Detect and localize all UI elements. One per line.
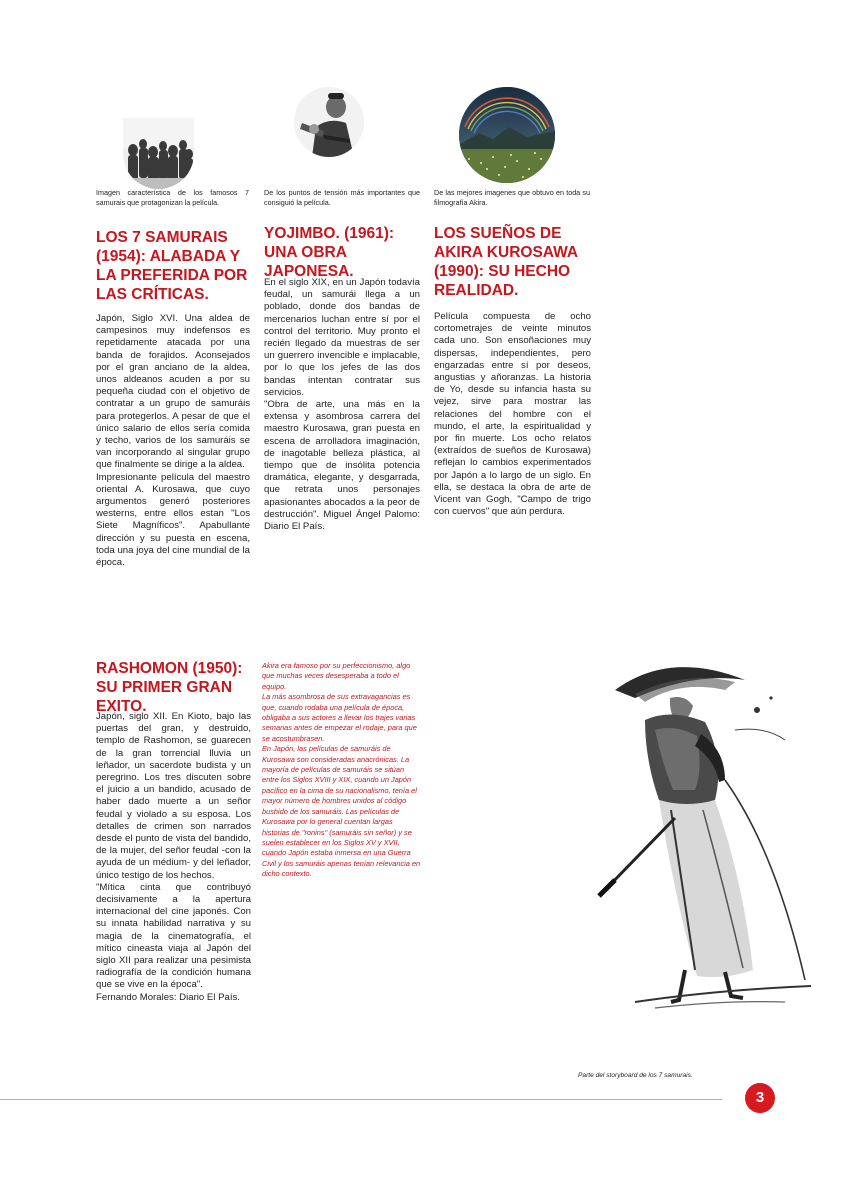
sidebar-quote <box>262 661 422 880</box>
seven-samurai-paragraph-2: Impresionante película del maestro oriental A. Kurosawa, que cuyo argumentos generó posteriores westerns, entre ellos estan "Los Siete Magníficos". Apabullante dirección y su puesta en escena, toda una joya del cine mundial de la época. <box>96 471 250 569</box>
yojimbo-paragraph-1: En el siglo XIX, en un Japón todavía feudal, un samurái llega a un poblado, donde dos bandas de mercenarios luchan entre sí por el control del territorio. Muy pronto el recién llegado da muestras de ser un guerrero invencible e implacable, por lo que los jefes de las dos bandas intentan contratar sus servicios. <box>264 277 420 398</box>
seven-samurai-title: LOS 7 SAMURAIS (1954): ALABADA Y LA PREFERIDA POR LAS CRÍTICAS. <box>96 229 248 303</box>
photo-caption-3: De las mejores imagenes que obtuvo en toda su filmografía Akira. <box>434 188 590 207</box>
footer-rule <box>0 1099 722 1100</box>
sidebar-quote-paragraph-2: La más asombrosa de sus extravagancias es que, cuando rodaba una película de época, obligaba a sus actores a llevar los trajes varias semanas antes de empezar el rodaje, para que se acostumbrasen. <box>262 692 417 743</box>
dreams-body <box>434 311 591 518</box>
photo-caption-2: De los puntos de tensión más importantes que consiguió la película. <box>264 188 420 207</box>
yojimbo-photo <box>294 87 364 157</box>
yojimbo-body <box>264 277 420 533</box>
page-number-badge: 3 <box>745 1083 775 1113</box>
sidebar-quote-paragraph-3: En Japón, las películas de samuráis de Kurosawa son consideradas anacrónicas. La mayoría de películas de samuráis se sitúan entre los Siglos XVIII y XIX, cuando un Japón pacífico en la cima de su nacionalismo, tenía el mayor número de hombres unidos al código bushido de los samuráis. Las películas de Kurosawa por lo general cuentan largas historias de "ronins" (samuráis sin señor) y se suelen establecer en los Siglos XV y XVII, cuando Japón estaba inmersa en una Guerra Civil y los samuráis apenas tenían relevancia en dicho contexto. <box>262 744 421 879</box>
rashomon-body <box>96 711 251 1004</box>
samurai-storyboard-illustration <box>575 650 815 1015</box>
storyboard-caption: Parte del storyboard de los 7 samurais. <box>578 1072 693 1079</box>
rashomon-paragraph-1: Japón, siglo XII. En Kioto, bajo las puertas del gran, y destruido, templo de Rashomon, se guarecen de la gran torrencial lluvia un leñador, un sacerdote budista y un peregrino. Los tres discuten sobre el juicio a un bandido, acusado de haber dado muerte a un señor feudal y violado a su esposa. Los detalles de crimen son narrados desde el punto de vista del bandido, de la mujer, del señor feudal -con la ayuda de un médium- y del leñador, único testigo de los hechos. <box>96 711 251 881</box>
photo-caption-1: Imagen característica de los famosos 7 samurais que protagonizan la película. <box>96 188 249 207</box>
seven-samurai-paragraph-1: Japón, Siglo XVI. Una aldea de campesinos muy indefensos es repetidamente atacada por una banda de forajidos. Aconsejados por el gran anciano de la aldea, unos aldeanos acuden a por su pequeña ciudad con el objetivo de contratar a un grupo de samuráis para protegerlos. A pesar de que el único salario de ellos sería comida y techo, varios de los samuráis se van incorporando al singular grupo que finalmente se dirige a la aldea. <box>96 313 250 471</box>
sidebar-quote-paragraph-1: Akira era famoso por su perfeccionismo, algo que muchas veces desesperaba a todo el equipo. <box>262 661 411 691</box>
yojimbo-title: YOJIMBO. (1961): UNA OBRA JAPONESA. <box>264 225 395 280</box>
rashomon-title: RASHOMON (1950): SU PRIMER GRAN EXITO. <box>96 660 243 715</box>
rashomon-paragraph-3: Fernando Morales: Diario El País. <box>96 991 240 1003</box>
dreams-photo <box>459 87 555 183</box>
dreams-paragraph-1: Película compuesta de ocho cortometrajes de veinte minutos cada uno. Son ensoñaciones muy dispersas, independientes, pero engarzadas entre sí por deseos, angustias y añoranzas. La historia de Yo, desde su infancia hasta su vejez, sirve para mostrar las relaciones del hombre con el mundo, el arte, la espiritualidad y por fin muerte. Los ocho relatos (extraídos de sueños de Kurosawa) reflejan lo cambios experimentados por Japón a lo largo de un siglo. En ella, se destaca la obra de arte de Vicent van Gogh, "Campo de trigo con cuervos" que aún perdura. <box>434 311 591 518</box>
seven-samurai-photo <box>123 118 194 189</box>
dreams-title: LOS SUEÑOS DE AKIRA KUROSAWA (1990): SU HECHO REALIDAD. <box>434 225 578 299</box>
rashomon-paragraph-2: "Mítica cinta que contribuyó decisivamente a la apertura internacional del cine japonés. Con su innata habilidad narrativa y su magia de la cinematografía, el mítico cineasta viaja al Japón del siglo XII para realizar una pesimista radiografía de la condición humana que se vive en la época". <box>96 881 251 991</box>
yojimbo-paragraph-2: "Obra de arte, una más en la extensa y asombrosa carrera del maestro Kurosawa, gran puesta en escena de arrolladora imaginación, de inagotable belleza plástica, al tiempo que de insólita potencia dramática, elegante, y desgarrada, que retrata unos personajes apasionantes abocados a la peor de destrucción". Miguel Ángel Palomo: Diario El País. <box>264 399 420 533</box>
seven-samurai-body <box>96 313 250 569</box>
